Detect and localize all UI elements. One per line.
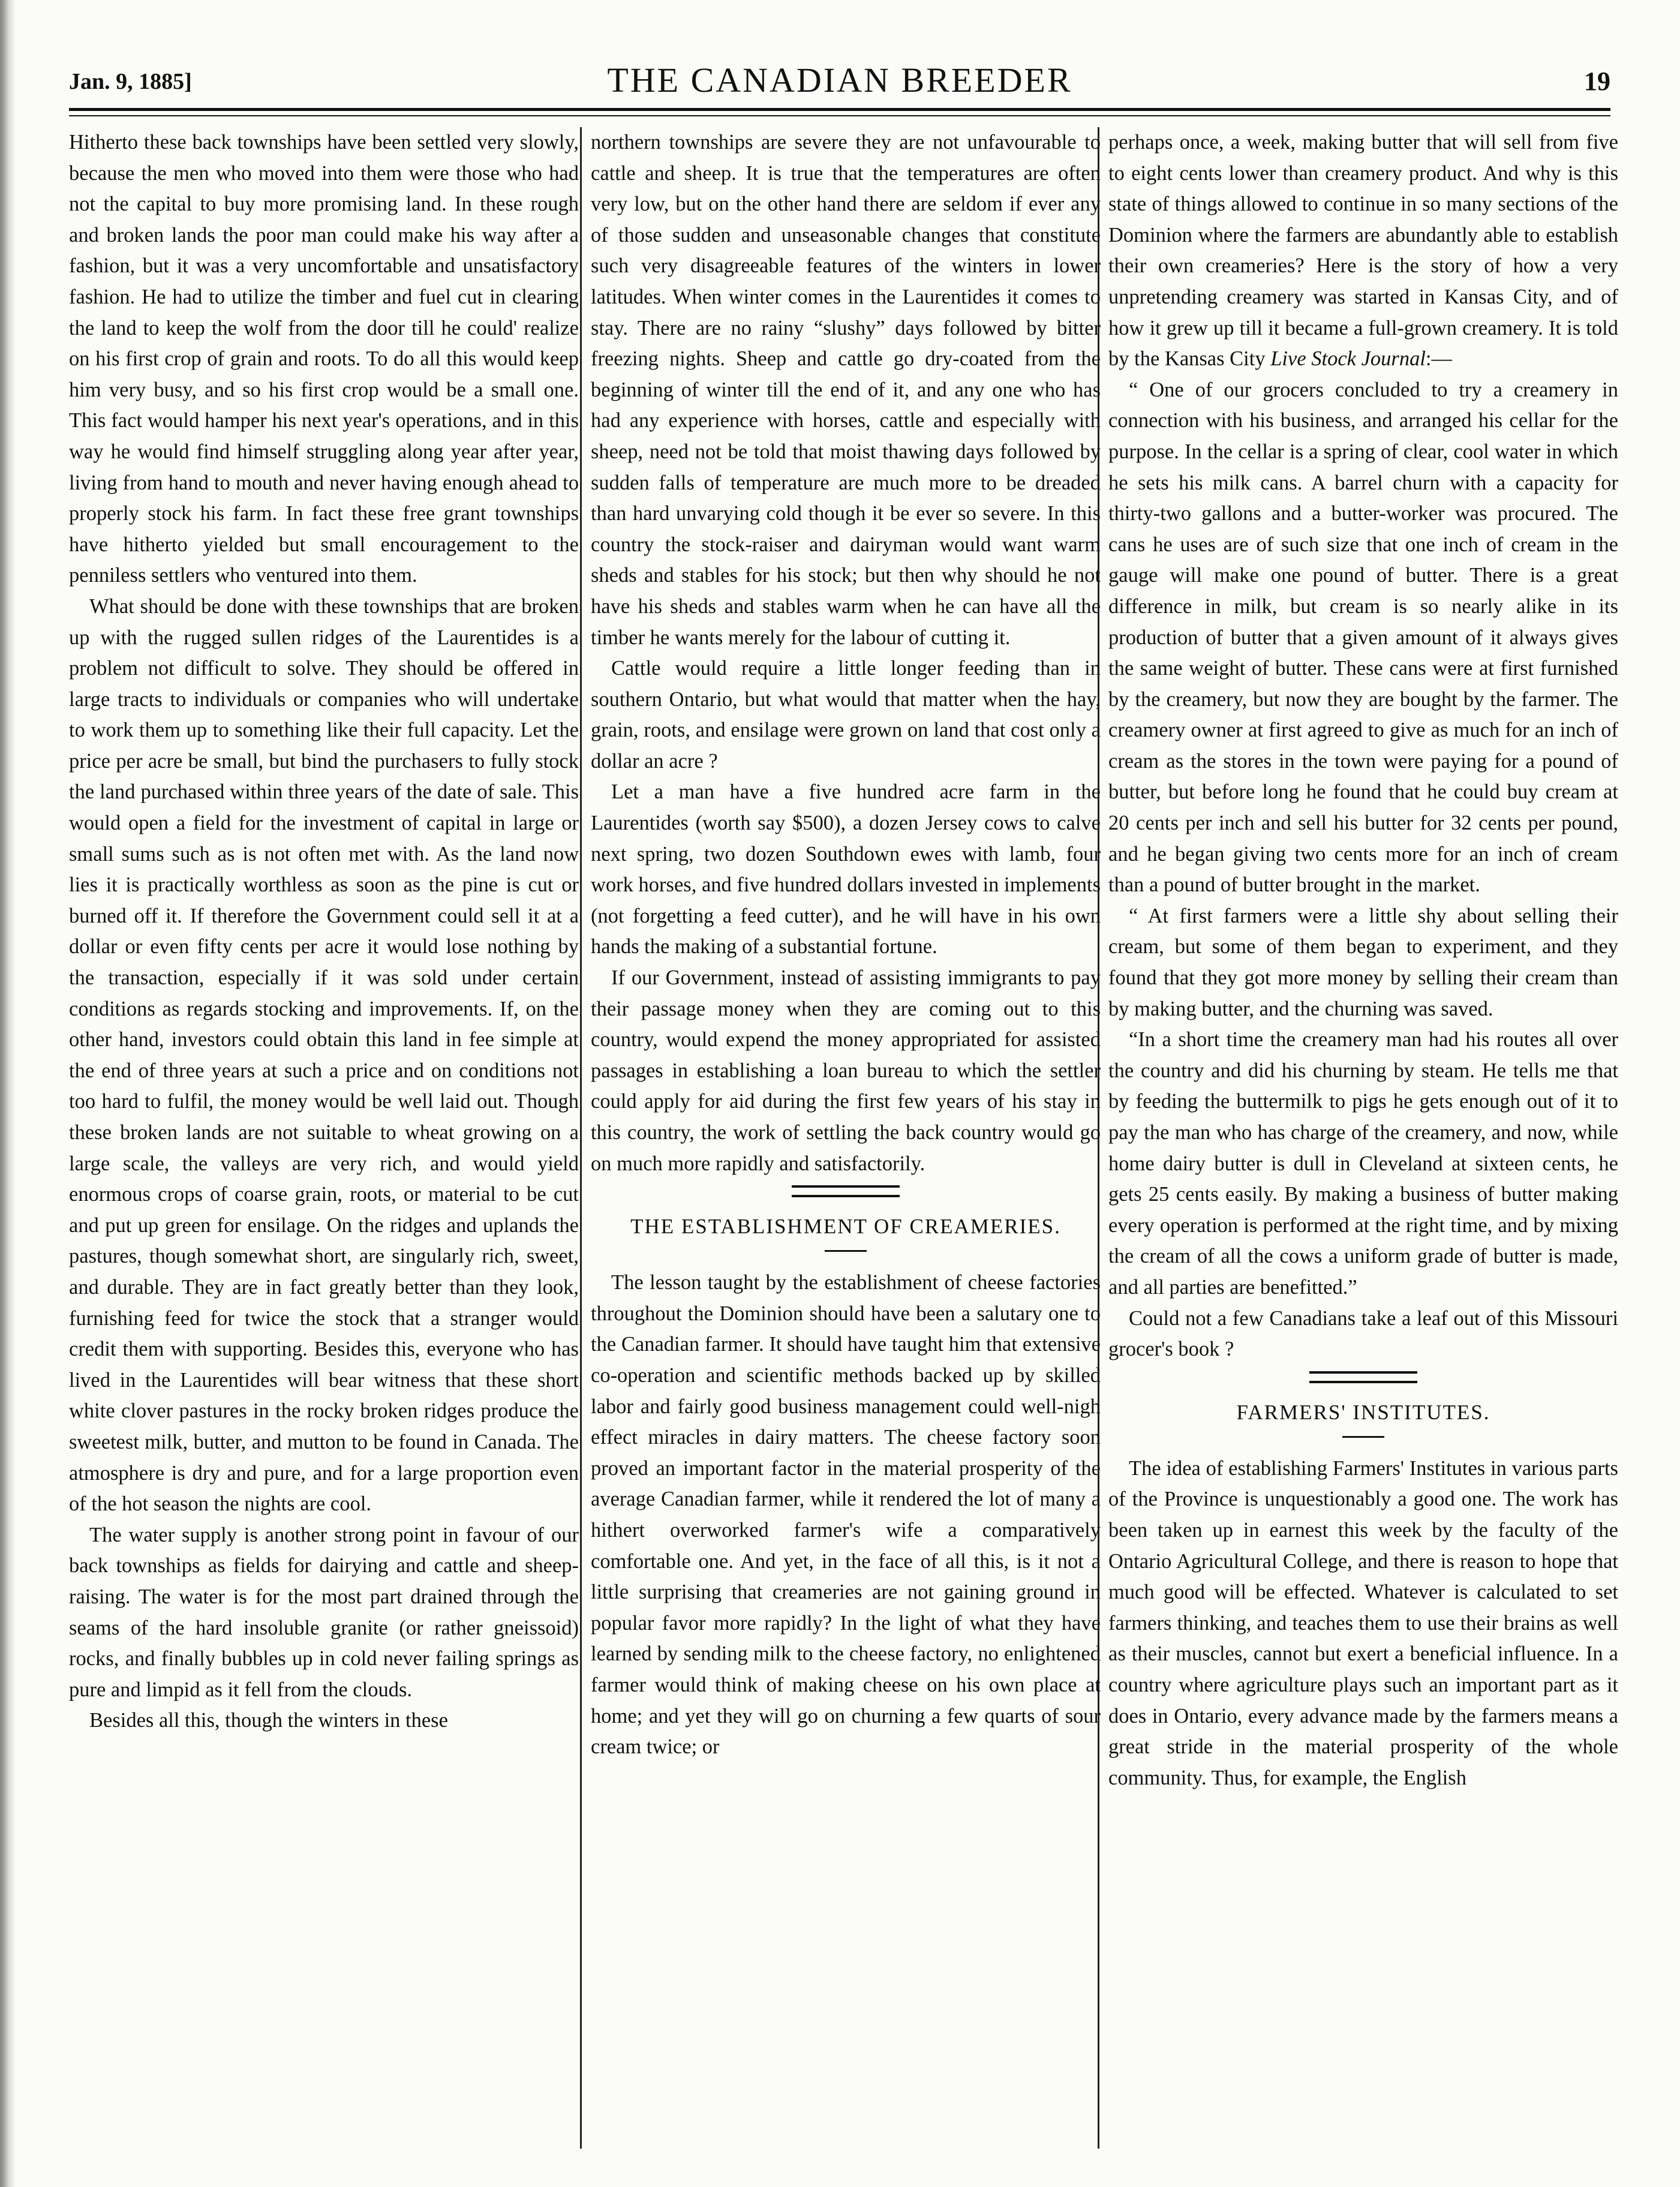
masthead-rule-thick: [69, 108, 1610, 111]
heading-rule: [825, 1250, 867, 1252]
issue-date: Jan. 9, 1885]: [69, 69, 192, 94]
paragraph: The water supply is another strong point in favour of our back townships as fields for dairying and cattle and sheep-raising. The water is for the most part drained through the seams of the hard insoluble granite (or rather gneissoid) rocks, and finally bubbles up in cold never failing springs as pure and limpid as it fell from the clouds.: [69, 1523, 579, 1701]
paragraph: Could not a few Canadians take a leaf out of this Missouri grocer's book ?: [1108, 1306, 1618, 1361]
paragraph: If our Government, instead of assisting immigrants to pay their passage money when they are coming out to this country, would expend the money appropriated for assisted passages in establishing a loan bureau to which the settler could apply for aid during the first few years of his stay in this country, the work of settling the back country would go on much more rapidly and satisfactorily.: [591, 966, 1101, 1175]
paragraph: Let a man have a five hundred acre farm in the Laurentides (worth say $500), a dozen Jersey cows to calve next spring, two dozen Southdown ewes with lamb, four work horses, and five hundred dollars invested in implements (not forgetting a feed cutter), and he will have in his own hands the making of a substantial fortune.: [591, 780, 1101, 959]
section-separator: [792, 1185, 900, 1197]
column-1: [69, 127, 579, 2149]
column-3: [1108, 127, 1618, 2149]
paragraph: [1108, 127, 1618, 375]
masthead: [69, 60, 1610, 107]
newspaper-title: THE CANADIAN BREEDER: [607, 61, 1072, 100]
paragraph: “ At first farmers were a little shy about selling their cream, but some of them began to experiment, and they found that they got more money by selling their cream than by making butter, and the churning was saved.: [1108, 904, 1618, 1020]
page-number: 19: [1584, 67, 1610, 96]
paragraph: northern townships are severe they are not unfavourable to cattle and sheep. It is true that the temperatures are often very low, but on the other hand there are seldom if ever any of those sudden and unseasonable changes that constitute such very disagreeable features of the winters in lower latitudes. When winter comes in the Laurentides it comes to stay. There are no rainy “slushy” days followed by bitter freezing nights. Sheep and cattle go dry-coated from the beginning of winter till the end of it, and any one who has had any experience with horses, cattle and especially with sheep, need not be told that moist thawing days followed by sudden falls of temperature are much more to be dreaded than hard unvarying cold though it be ever so severe. In this country the stock-raiser and dairyman would want warm sheds and stables for his stock; but then why should he not have his sheds and stables warm when he can have all the timber he wants merely for the labour of cutting it.: [591, 131, 1101, 649]
paragraph: The idea of establishing Farmers' Institutes in various parts of the Province is unquestionably a good one. The work has been taken up in earnest this week by the faculty of the Ontario Agricultural College, and there is reason to hope that much good will be effected. Whatever is calculated to set farmers thinking, and teaches them to use their brains as well as their muscles, cannot but exert a beneficial influence. In a country where agriculture plays such an important part as it does in Ontario, every advance made by the farmers means a great stride in the material prosperity of the whole community. Thus, for example, the English: [1108, 1456, 1618, 1789]
section-separator: [1309, 1371, 1417, 1383]
paragraph: Cattle would require a little longer feeding than in southern Ontario, but what would that matter when the hay, grain, roots, and ensilage were grown on land that cost only a dollar an acre ?: [591, 657, 1101, 773]
scanned-binding-edge: [0, 0, 16, 2187]
heading-rule: [1342, 1436, 1384, 1438]
journal-name: Live Stock Journal: [1270, 347, 1426, 371]
paragraph: “In a short time the creamery man had his routes all over the country and did his churning by steam. He tells me that by feeding the buttermilk to pigs he gets enough out of it to pay the man who has charge of the creamery, and now, while home dairy butter is dull in Cleveland at sixteen cents, he gets 25 cents easily. By making a business of butter making every operation is performed at the right time, and by mixing the cream of all the cows a uniform grade of butter is made, and all parties are benefitted.”: [1108, 1028, 1618, 1299]
paragraph: Hitherto these back townships have been settled very slowly, because the men who moved into them were those who had not the capital to buy more promising land. In these rough and broken lands the poor man could make his way after a fashion, but it was a very uncomfortable and unsatisfactory fashion. He had to utilize the timber and fuel cut in clearing the land to keep the wolf from the door till he could' realize on his first crop of grain and roots. To do all this would keep him very busy, and so his first crop would be a small one. This fact would hamper his next year's operations, and in this way he would find himself struggling along year after year, living from hand to mouth and never having enough ahead to properly stock his farm. In fact these free grant townships have hitherto yielded but small encouragement to the penniless settlers who ventured into them.: [69, 131, 579, 587]
article-heading-farmers-institutes: FARMERS' INSTITUTES.: [1236, 1400, 1490, 1424]
paragraph: “ One of our grocers concluded to try a creamery in connection with his business, and arranged his cellar for the purpose. In the cellar is a spring of clear, cool water in which he sets his milk cans. A barrel churn with a capacity for thirty-two gallons and a butter-worker was procured. The cans he uses are of such size that one inch of cream in the gauge will make one pound of butter. There is a great difference in milk, but cream is so nearly alike in its production of butter that a given amount of it always gives the same weight of butter. These cans were at first furnished by the creamery, but now they are bought by the farmer. The creamery owner at first agreed to give as much for an inch of cream as the stores in the town were paying for a pound of butter, but before long he found that he could buy cream at 20 cents per inch and sell his butter for 32 cents per pound, and he began giving two cents more for an inch of cream than a pound of butter brought in the market.: [1108, 378, 1618, 897]
paragraph: The lesson taught by the establishment of cheese factories throughout the Dominion should have been a salutary one to the Canadian farmer. It should have taught him that extensive co-operation and scientific methods backed up by skilled labor and fairly good business management could well-nigh effect miracles in dairy matters. The cheese factory soon proved an important factor in the material prosperity of the average Canadian farmer, while it rendered the lot of many a hithert overworked farmer's wife a comparatively comfortable one. And yet, in the face of all this, is it not a little surprising that creameries are not gaining ground in popular favor more rapidly? In the light of what they have learned by sending milk to the cheese factory, no enlightened farmer would think of making cheese on his own place at home; and yet they will go on churning a few quarts of sour cream twice; or: [591, 1271, 1101, 1759]
article-heading-creameries: THE ESTABLISHMENT OF CREAMERIES.: [630, 1215, 1061, 1239]
column-2: [591, 127, 1101, 2149]
masthead-rule-thin: [69, 115, 1610, 116]
paragraph: What should be done with these townships that are broken up with the rugged sullen ridges of the Laurentides is a problem not difficult to solve. They should be offered in large tracts to individuals or companies who will undertake to work them up to something like their full capacity. Let the price per acre be small, but bind the purchasers to fully stock the land purchased within three years of the date of sale. This would open a field for the investment of capital in large or small sums such as is not often met with. As the land now lies it is practically worthless as soon as the pine is cut or burned off it. If therefore the Government could sell it at a dollar or even fifty cents per acre it would lose nothing by the transaction, especially if it was sold under certain conditions as regards stocking and improvements. If, on the other hand, investors could obtain this land in fee simple at the end of three years at such a price and on conditions not too hard to fulfil, the money would be well laid out. Though these broken lands are not suitable to wheat growing on a large scale, the valleys are very rich, and would yield enormous crops of coarse grain, roots, or material to be cut and put up green for ensilage. On the ridges and uplands the pastures, though somewhat short, are singularly rich, sweet, and durable. They are in fact greatly better than they look, furnishing feed for twice the stock that a stranger would credit them with supporting. Besides this, everyone who has lived in the Laurentides will bear witness that these short white clover pastures in the rocky broken ridges produce the sweetest milk, butter, and mutton to be found in Canada. The atmosphere is dry and pure, and for a large proportion even of the hot season the nights are cool.: [69, 594, 579, 1516]
paragraph-text: perhaps once, a week, making butter that will sell from five to eight cents lower than creamery product. And why is this state of things allowed to continue in so many sections of the Dominion where the farmers are abundantly able to establish their own creameries? Here is the story of how a very unpretending creamery was started in Kansas City, and of how it grew up till it became a full-grown creamery. It is told by the Kansas City: [1108, 131, 1618, 371]
column-divider-1: [580, 127, 582, 2149]
paragraph: Besides all this, though the winters in these: [89, 1709, 448, 1732]
paragraph-text: :—: [1425, 347, 1453, 371]
